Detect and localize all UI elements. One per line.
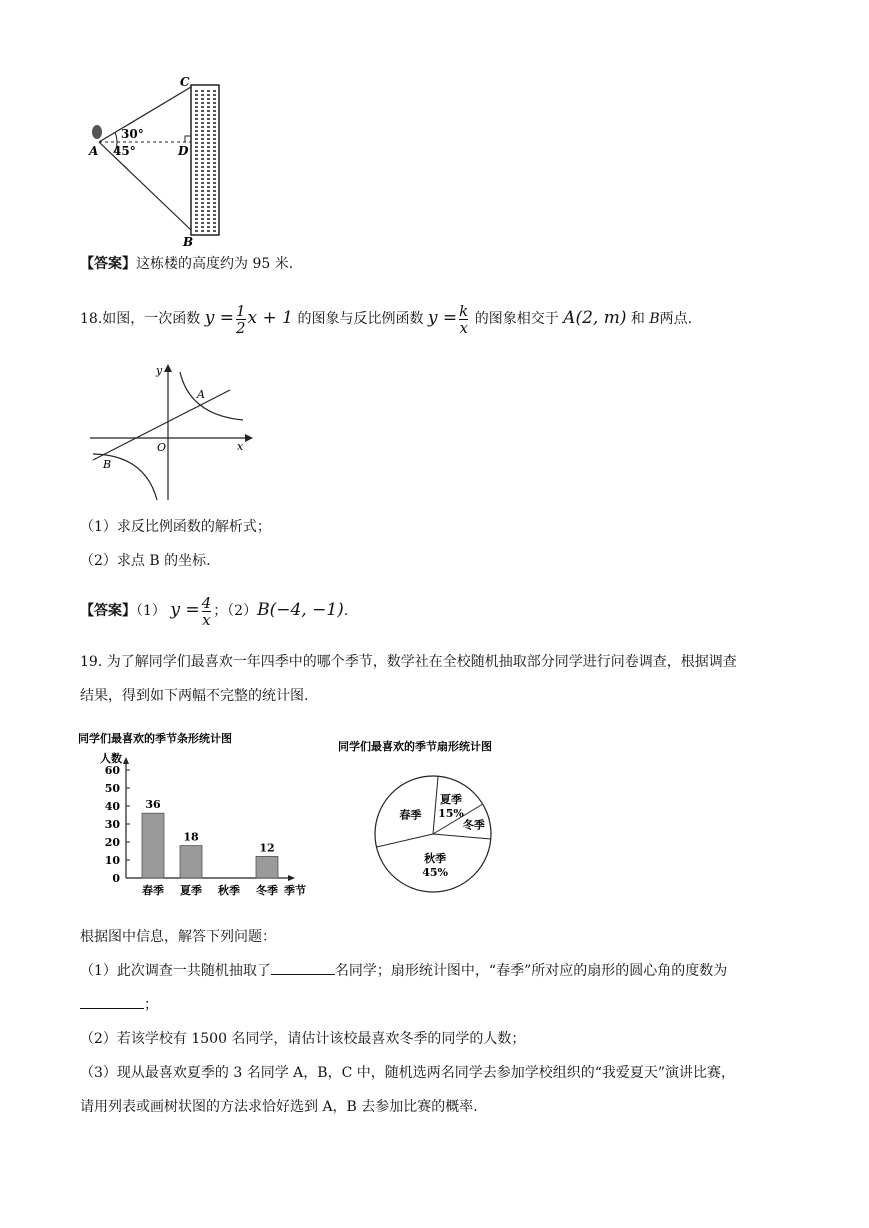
balloon-icon (92, 125, 102, 139)
window-dot (195, 174, 198, 176)
window-dot (201, 90, 204, 92)
window-dot (207, 226, 210, 228)
window-dot (213, 194, 216, 196)
q18-answer-p1: （1） (136, 603, 166, 619)
label-A: A (197, 388, 205, 401)
q18-answer-eq-lhs: y = (170, 600, 200, 620)
window-dot (213, 178, 216, 180)
window-dot (207, 94, 210, 96)
window-dot (195, 186, 198, 188)
bar-value-label: 12 (259, 841, 275, 855)
window-dot (195, 90, 198, 92)
window-dot (213, 222, 216, 224)
x-axis-arrow-icon (288, 875, 295, 881)
label-C: C (180, 75, 190, 89)
pie-chart (330, 736, 560, 906)
window-dot (207, 202, 210, 204)
window-dot (213, 110, 216, 112)
window-dot (201, 230, 204, 232)
y-tick-label: 0 (112, 872, 120, 885)
window-dot (195, 194, 198, 196)
window-dot (213, 134, 216, 136)
window-dot (201, 166, 204, 168)
line-AC (99, 87, 191, 142)
window-dot (201, 98, 204, 100)
window-dot (201, 154, 204, 156)
window-dot (201, 102, 204, 104)
window-dot (195, 170, 198, 172)
q18-eq2-fraction (459, 303, 468, 336)
window-dot (213, 122, 216, 124)
q19-part-1 (80, 960, 727, 982)
window-dot (213, 138, 216, 140)
window-dot (213, 150, 216, 152)
window-dot (207, 186, 210, 188)
hyperbola-branch-1 (180, 372, 243, 420)
window-dot (207, 118, 210, 120)
category-label: 冬季 (256, 884, 278, 897)
window-dot (207, 198, 210, 200)
q18-eq1-fraction (236, 303, 246, 336)
q18-point-B: B (649, 311, 660, 327)
window-dot (195, 154, 198, 156)
q19-intro: 根据图中信息，解答下列问题： (80, 929, 276, 945)
category-label: 夏季 (180, 884, 202, 897)
window-dot (195, 98, 198, 100)
q18-number: 18. (80, 311, 103, 327)
y-tick-label: 20 (104, 836, 120, 849)
q19-part-3b: 请用列表或画树状图的方法求恰好选到 A，B 去参加比赛的概率. (80, 1099, 478, 1115)
window-dot (201, 218, 204, 220)
function-graph (85, 360, 255, 505)
window-dot (213, 154, 216, 156)
window-dot (201, 214, 204, 216)
category-label: 秋季 (218, 884, 240, 897)
window-dot (213, 174, 216, 176)
q18-answer-p2: B(−4, −1) (257, 600, 344, 620)
window-dot (213, 226, 216, 228)
window-dot (201, 190, 204, 192)
window-dot (213, 90, 216, 92)
q18-answer-numerator: 4 (201, 593, 212, 612)
right-angle-mark (185, 136, 191, 142)
x-axis-label: 季节 (284, 884, 306, 897)
window-dot (195, 106, 198, 108)
window-dot (201, 126, 204, 128)
window-dot (201, 202, 204, 204)
answer-tag: 【答案】 (80, 256, 136, 272)
window-dot (201, 210, 204, 212)
q18-answer (80, 592, 348, 629)
q18-text-3: 的图象相交于 (474, 311, 559, 327)
window-dot (207, 142, 210, 144)
window-dot (195, 182, 198, 184)
window-dot (207, 222, 210, 224)
window-dot (207, 170, 210, 172)
window-dot (213, 202, 216, 204)
window-dot (195, 214, 198, 216)
y-tick-label: 50 (104, 782, 120, 795)
window-dot (207, 214, 210, 216)
window-dot (195, 190, 198, 192)
q18-eq2-denominator: x (459, 318, 468, 337)
window-dot (201, 94, 204, 96)
window-dot (213, 94, 216, 96)
q19-part-3a: （3）现从最喜欢夏季的 3 名同学 A，B，C 中，随机选两名同学去参加学校组织的“我爱夏天”演讲比赛， (80, 1065, 736, 1081)
window-dot (207, 154, 210, 156)
window-dot (213, 182, 216, 184)
label-B: B (103, 458, 112, 471)
window-dot (201, 106, 204, 108)
window-dot (213, 98, 216, 100)
q19-part-2: （2）若该学校有 1500 名同学，请估计该校最喜欢冬季的同学的人数； (80, 1031, 526, 1047)
window-dot (201, 194, 204, 196)
q18-eq1-rest: x + 1 (247, 308, 293, 328)
window-dot (207, 102, 210, 104)
q17-answer-text: 这栋楼的高度约为 95 米. (136, 256, 294, 272)
x-axis-arrow-icon (245, 434, 253, 442)
window-dot (207, 190, 210, 192)
q18-statement (80, 300, 692, 337)
window-dot (201, 162, 204, 164)
window-dot (195, 122, 198, 124)
window-dot (207, 134, 210, 136)
window-dot (195, 146, 198, 148)
window-dot (207, 230, 210, 232)
window-dot (207, 122, 210, 124)
q19-p1-text-a: （1）此次调查一共随机抽取了 (80, 963, 271, 979)
window-dot (195, 130, 198, 132)
window-dot (213, 230, 216, 232)
window-dot (195, 230, 198, 232)
window-dot (213, 170, 216, 172)
category-label: 春季 (142, 884, 164, 897)
window-dot (207, 130, 210, 132)
q18-eq2-lhs: y = (427, 308, 458, 328)
window-dot (195, 114, 198, 116)
window-dot (207, 114, 210, 116)
window-dot (195, 118, 198, 120)
window-dot (207, 110, 210, 112)
pie-slice-label: 春季 (399, 808, 422, 822)
q18-eq2-numerator: k (459, 301, 469, 320)
label-y: y (156, 364, 163, 377)
window-dot (213, 166, 216, 168)
y-tick-label: 10 (104, 854, 120, 867)
label-angle-30: 30° (121, 127, 144, 141)
window-dot (207, 106, 210, 108)
y-axis-arrow-icon (164, 364, 172, 372)
window-dot (201, 122, 204, 124)
window-dot (207, 90, 210, 92)
window-dot (213, 106, 216, 108)
q18-text-1: 如图，一次函数 (102, 311, 201, 327)
window-dot (213, 218, 216, 220)
bar-chart (78, 728, 328, 918)
q17-answer (80, 253, 293, 275)
q19-part-1-cont (80, 994, 158, 1016)
window-dot (195, 94, 198, 96)
q19-line-2: 结果，得到如下两幅不完整的统计图. (80, 688, 309, 704)
window-dot (207, 166, 210, 168)
window-dot (195, 226, 198, 228)
answer-blank[interactable] (80, 994, 144, 1009)
window-dot (213, 162, 216, 164)
answer-blank[interactable] (271, 960, 335, 975)
q18-answer-end: . (343, 603, 349, 619)
q19-p1-text-c: ； (144, 997, 158, 1013)
q18-answer-denominator: x (202, 610, 211, 629)
window-dot (213, 146, 216, 148)
window-dot (213, 186, 216, 188)
label-D: D (178, 144, 189, 158)
y-axis-label: 人数 (100, 752, 122, 765)
window-dot (207, 206, 210, 208)
q18-text-5: 两点. (659, 311, 693, 327)
window-dot (207, 126, 210, 128)
pie-chart-title: 同学们最喜欢的季节扇形统计图 (338, 740, 492, 753)
window-dot (207, 210, 210, 212)
q18-part-1: （1）求反比例函数的解析式； (80, 519, 271, 535)
window-dot (201, 222, 204, 224)
q18-eq1-numerator: 1 (235, 301, 246, 320)
window-dot (201, 178, 204, 180)
bar-value-label: 18 (183, 830, 199, 844)
pie-slice-percent: 15% (438, 807, 464, 821)
bar (180, 846, 202, 878)
window-dot (207, 182, 210, 184)
q19-p1-text-b: 名同学；扇形统计图中，“春季”所对应的扇形的圆心角的度数为 (334, 963, 728, 979)
window-dot (195, 150, 198, 152)
label-B: B (183, 235, 194, 249)
window-dot (201, 146, 204, 148)
y-axis-arrow-icon (123, 757, 129, 764)
window-dot (207, 150, 210, 152)
window-dot (207, 146, 210, 148)
window-dot (201, 150, 204, 152)
window-dot (195, 158, 198, 160)
y-tick-label: 30 (104, 818, 120, 831)
q18-part-2: （2）求点 B 的坐标. (80, 553, 211, 569)
window-dot (213, 198, 216, 200)
q18-text-4: 和 (630, 311, 645, 327)
window-dot (195, 162, 198, 164)
bar (256, 856, 278, 878)
window-dot (201, 138, 204, 140)
q18-point-A: A(2, m) (563, 308, 627, 328)
window-dot (213, 142, 216, 144)
window-dot (213, 206, 216, 208)
window-dot (213, 130, 216, 132)
q18-text-2: 的图象与反比例函数 (297, 311, 424, 327)
window-dot (201, 182, 204, 184)
window-dot (195, 178, 198, 180)
window-dot (201, 114, 204, 116)
bar-value-label: 36 (145, 798, 161, 812)
window-dot (195, 134, 198, 136)
q18-eq1-lhs: y = (204, 308, 234, 328)
bar (142, 813, 164, 878)
label-A: A (89, 144, 99, 158)
window-dot (195, 126, 198, 128)
window-dot (213, 126, 216, 128)
window-dot (201, 142, 204, 144)
window-dot (195, 142, 198, 144)
window-dot (201, 186, 204, 188)
window-dot (195, 218, 198, 220)
window-dot (195, 222, 198, 224)
window-dot (195, 138, 198, 140)
y-tick-label: 60 (104, 764, 120, 777)
window-dot (207, 138, 210, 140)
window-dot (201, 110, 204, 112)
window-dot (195, 102, 198, 104)
window-dot (213, 102, 216, 104)
window-dot (207, 178, 210, 180)
q19-line-1: 19. 为了解同学们最喜欢一年四季中的哪个季节，数学社在全校随机抽取部分同学进行问卷调查，根据调查 (80, 654, 737, 670)
window-dot (195, 166, 198, 168)
window-dot (201, 170, 204, 172)
window-dot (195, 206, 198, 208)
pie-slice-percent: 45% (422, 865, 448, 879)
window-dot (195, 210, 198, 212)
window-dot (213, 190, 216, 192)
q18-answer-fraction (202, 595, 212, 628)
window-dot (195, 110, 198, 112)
window-dot (201, 134, 204, 136)
window-dot (207, 218, 210, 220)
window-dot (213, 214, 216, 216)
window-dot (201, 118, 204, 120)
window-dot (207, 158, 210, 160)
window-dot (213, 114, 216, 116)
window-dot (207, 162, 210, 164)
window-dot (207, 194, 210, 196)
window-dot (213, 210, 216, 212)
window-dot (213, 158, 216, 160)
label-x: x (237, 440, 244, 453)
pie-slice-label: 夏季 (440, 793, 463, 807)
pie-slice-label: 秋季 (424, 851, 447, 865)
building-figure (85, 70, 245, 250)
window-dot (201, 198, 204, 200)
label-angle-45: 45° (113, 144, 136, 158)
window-dot (201, 130, 204, 132)
window-dot (207, 174, 210, 176)
label-O: O (157, 441, 167, 454)
q18-eq1-denominator: 2 (235, 318, 246, 337)
bar-chart-title: 同学们最喜欢的季节条形统计图 (78, 732, 232, 745)
window-dot (207, 98, 210, 100)
window-dot (201, 158, 204, 160)
pie-slice-label: 冬季 (462, 818, 485, 832)
window-dot (201, 206, 204, 208)
answer-tag: 【答案】 (80, 603, 136, 619)
q18-answer-sep: ；（2） (213, 603, 258, 619)
window-dot (195, 202, 198, 204)
window-dot (201, 174, 204, 176)
window-dot (201, 226, 204, 228)
window-dot (213, 118, 216, 120)
window-dot (195, 198, 198, 200)
y-tick-label: 40 (104, 800, 120, 813)
